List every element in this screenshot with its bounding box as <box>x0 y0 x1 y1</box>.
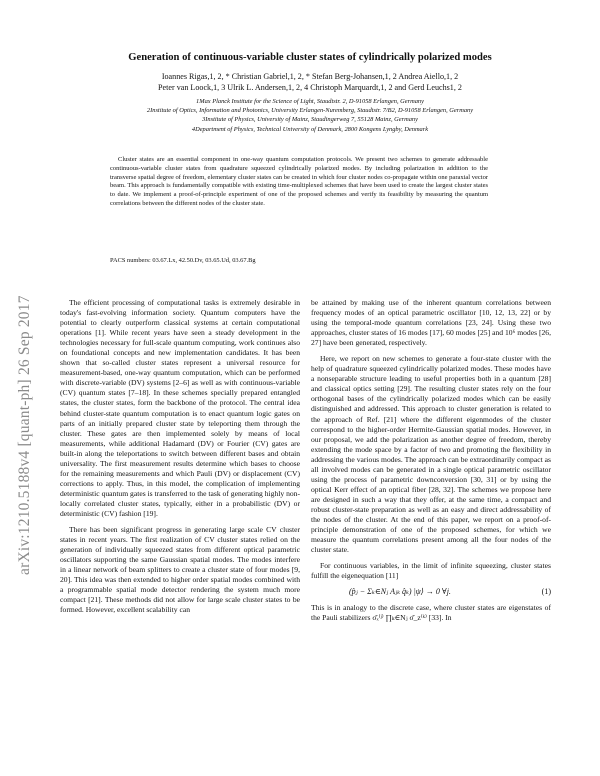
abstract <box>110 156 488 209</box>
pacs-numbers: PACS numbers: 03.67.Lx, 42.50.Dv, 03.65.Ud, 03.67.Bg <box>110 257 256 264</box>
author-list <box>60 71 560 93</box>
body-paragraph: This is in analogy to the discrete case, where cluster states are eigenstates of the Pauli stabilizers σ̂ₓ⁽ʲ⁾ ∏ₖ∈Nⱼ σ̂_z⁽ᵏ⁾ [33]. In <box>311 603 551 623</box>
abstract-text: Cluster states are an essential component in one-way quantum computation protocols. We present two schemes to generate addressable continuous-variable cluster states from quadrature squeezed cylindrically polarized modes. By including polarization in addition to the transverse spatial degree of freedom, elementary cluster states can be created in which four cluster nodes co-propagate within one paraxial vector beam. This approach is fundamentally compatible with existing time-multiplexed schemes that have been used to create the largest cluster states to date. We implement a proof-of-principle experiment of one of the proposed schemes and verify its feasibility by measuring the quantum correlations between the different nodes of the cluster state. <box>110 156 488 207</box>
arxiv-stamp <box>2 215 52 575</box>
left-column <box>60 298 300 621</box>
body-paragraph: For continuous variables, in the limit of infinite squeezing, cluster states fulfill the eigenequation [11] <box>311 561 551 581</box>
affiliations <box>60 97 560 134</box>
body-paragraph: be attained by making use of the inherent quantum correlations between frequency modes of an optical parametric oscillator [10, 12, 13, 22] or by using the temporal-mode quantum correlations [23, 24]. Using these two approaches, cluster states of 16 modes [17], 60 modes [25] and 10⁶ modes [26, 27] have been generated, respectively. <box>311 298 551 348</box>
affiliation-3: 3Institute of Physics, University of Mainz, Staudingerweg 7, 55128 Mainz, Germany <box>202 116 418 124</box>
paper-title: Generation of continuous-variable cluster states of cylindrically polarized modes <box>128 52 492 63</box>
right-column <box>311 298 551 629</box>
equation-formula: (p̂ⱼ − Σₖ∈Nⱼ Aⱼₖ q̂ₖ) |ψ⟩ → 0 ∀j. <box>349 587 451 597</box>
affiliation-4: 4Department of Physics, Technical University of Denmark, 2800 Kongens Lyngby, Denmark <box>191 125 429 133</box>
arxiv-identifier: arXiv:1210.5188v4 [quant-ph] 26 Sep 2017 <box>16 295 33 575</box>
body-paragraph: There has been significant progress in generating large scale CV cluster states in recent years. The first realization of CV cluster states relied on the generation of individually squeezed states from different optical parametric oscillators supporting the same Gaussian spatial modes. The modes interfere in a linear network of beam splitters to create a cluster state of four modes [9, 20]. This idea was then extended to higher order spatial modes combined with a programmable spatial mode detector rendering the system much more compact [21]. These methods did not allow for large scale cluster states to be formed. However, excellent scalability can <box>60 525 300 615</box>
body-paragraph: Here, we report on new schemes to generate a four-state cluster with the help of quadrature squeezed cylindrically polarized modes. These modes have a nonseparable structure leading to useful properties both in a quantum [28] and classical optics setting [29]. The resulting cluster states rely on the four orthogonal bases of the cylindrically polarized modes which can be easily distinguished and addressed. This approach to cluster generation is related to the approach of Ref. [21] where the different eigenmodes of the cluster correspond to the higher-order Hermite-Gaussian spatial modes. However, in our proposal, we add the polarization as another degree of freedom, thereby extending the mode space by a factor of two and promoting the flexibility in addressing the various modes. The approach can be extraordinarily compact as all involved modes can be generated in a single optical parametric oscillator using the process of parametric downconversion [30, 31] or by using the optical Kerr effect of an optical fiber [28, 32]. The schemes we propose here are designed in such a way that they offer, at the same time, a compact and robust cluster-state preparation as well as an easy and direct addressability of the nodes of the cluster. At the end of this paper, we report on a proof-of-principle demonstration of one of the proposed schemes, for which we measure the quantum correlations present among all the four nodes of the cluster state. <box>311 354 551 555</box>
author-line-1: Ioannes Rigas,1, 2, * Christian Gabriel,1, 2, * Stefan Berg-Johansen,1, 2 Andrea Aiello,1, 2 <box>161 72 459 81</box>
equation-number: (1) <box>541 587 551 597</box>
author-line-2: Peter van Loock,1, 3 Ulrik L. Andersen,1, 2, 4 Christoph Marquardt,1, 2 and Gerd Leuchs1, 2 <box>158 83 462 92</box>
equation-1 <box>311 587 551 597</box>
affiliation-2: 2Institute of Optics, Information and Photonics, University Erlangen-Nuremberg, Staudtstr. 7/B2, D-91058 Erlangen, Germany <box>146 107 474 115</box>
body-paragraph: The efficient processing of computational tasks is extremely desirable in today's fast-evolving information society. Quantum computers have the potential to clearly outperform classical systems at certain computational operations [1]. While recent years have seen a steady development in the technologies necessary for full-scale quantum computing, work continues also on foundational concepts and new implementation candidates. It has been shown that so-called cluster states represent a universal resource for measurement-based, one-way quantum computation, which can be performed with discrete-variable (DV) systems [2–6] as well as with continuous-variable (CV) quantum states [7–18]. In these schemes specially prepared entangled states, the cluster states, form the backbone of the protocol. The central idea behind cluster-state quantum computation is to enact quantum logic gates on parts of an initially prepared cluster state by teleporting them through the cluster. These gates are then implemented solely by means of local measurements, while additional Hadamard (DV) or Fourier (CV) gates are built-in along the teleportations to switch between different bases and obtain universality. The first measurement results determine which bases to choose for the remaining measurements and which Pauli (DV) or displacement (CV) corrections to apply. Thus, in this model, the complication of implementing deterministic quantum gates is transferred to the task of generating highly non-locally correlated cluster states, typically, either in a probabilistic (DV) or deterministic (CV) fashion [19]. <box>60 298 300 518</box>
affiliation-1: 1Max Planck Institute for the Science of Light, Staudtstr. 2, D-91058 Erlangen, Germany <box>196 98 424 105</box>
